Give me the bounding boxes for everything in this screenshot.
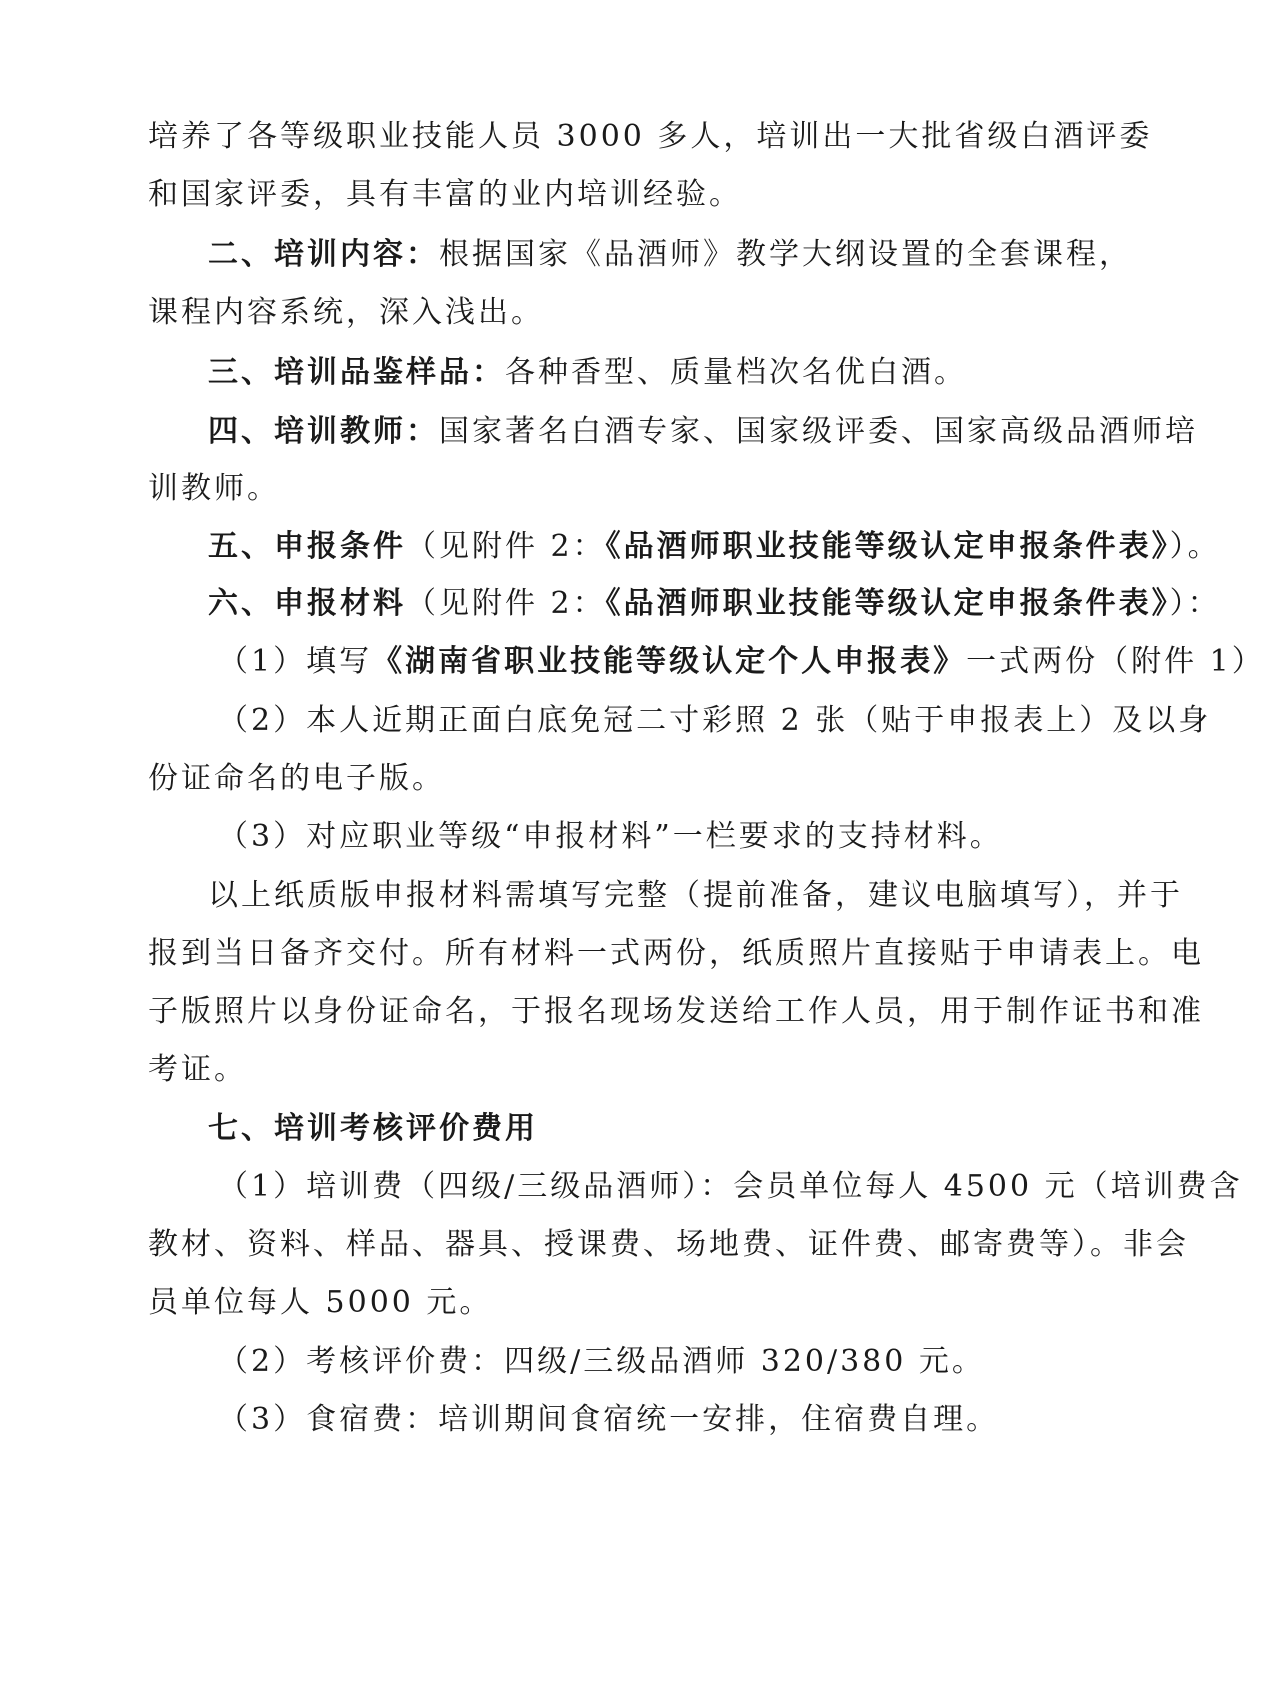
paragraph-line [148, 469, 1048, 509]
form-title: 《品酒师职业技能等级认定申报条件表》 [605, 586, 1170, 621]
line-text: 员单位每人 5000 元。 [148, 1285, 493, 1320]
form-title: 《湖南省职业技能等级认定个人申报表》 [372, 644, 967, 679]
paragraph-line [148, 117, 1153, 157]
line-text: 国家著名白酒专家、国家级评委、国家高级品酒师培 [439, 414, 1198, 449]
section-heading: 二、培训内容： [208, 237, 439, 272]
line-text: 训教师。 [148, 471, 280, 506]
list-item-line [218, 1342, 1050, 1382]
line-text: 子版照片以身份证命名，于报名现场发送给工作人员，用于制作证书和准 [148, 994, 1204, 1029]
section-heading: 六、申报材料 [208, 586, 406, 621]
list-item-line [218, 817, 1050, 857]
section-heading-line [208, 235, 1132, 275]
line-text: （见附件 2： [406, 586, 606, 621]
line-text: 考证。 [148, 1052, 247, 1087]
paragraph-line [148, 992, 1204, 1032]
paragraph-line [148, 1283, 1048, 1323]
section-heading: 七、培训考核评价费用 [208, 1111, 538, 1146]
line-text: 份证命名的电子版。 [148, 761, 445, 796]
paragraph-line [148, 934, 1204, 974]
line-text: （1）培训费（四级/三级品酒师）：会员单位每人 4500 元（培训费含 [218, 1169, 1243, 1204]
list-item-line [218, 642, 1265, 682]
line-text: （1）填写 [218, 644, 373, 679]
section-heading-line [208, 1109, 1050, 1149]
line-text: 和国家评委，具有丰富的业内培训经验。 [148, 177, 742, 212]
line-text: ）。 [1169, 529, 1221, 564]
paragraph-line [148, 1050, 1048, 1090]
line-text: 根据国家《品酒师》教学大纲设置的全套课程， [439, 237, 1132, 272]
section-heading-line [208, 584, 1221, 624]
line-text: 课程内容系统，深入浅出。 [148, 295, 544, 330]
paragraph-line [148, 293, 1048, 333]
line-text: （见附件 2： [406, 529, 606, 564]
line-text: 报到当日备齐交付。所有材料一式两份，纸质照片直接贴于申请表上。电 [148, 936, 1204, 971]
line-text: （2）考核评价费：四级/三级品酒师 320/380 元。 [218, 1344, 985, 1379]
list-item-line [218, 701, 1212, 741]
line-text: （3）对应职业等级“申报材料”一栏要求的支持材料。 [218, 819, 1003, 854]
line-text: 一式两份（附件 1） [966, 644, 1265, 679]
form-title: 《品酒师职业技能等级认定申报条件表》 [605, 529, 1170, 564]
line-text: ）： [1169, 586, 1221, 621]
paragraph-line [208, 876, 1183, 916]
section-heading-line [208, 412, 1198, 452]
section-heading: 五、申报条件 [208, 529, 406, 564]
line-text: 各种香型、质量档次名优白酒。 [505, 355, 967, 390]
paragraph-line [148, 1225, 1189, 1265]
section-heading: 三、培训品鉴样品： [208, 355, 505, 390]
paragraph-line [148, 175, 1048, 215]
section-heading-line [208, 353, 1050, 393]
line-text: 教材、资料、样品、器具、授课费、场地费、证件费、邮寄费等）。非会 [148, 1227, 1189, 1262]
line-text: （2）本人近期正面白底免冠二寸彩照 2 张（贴于申报表上）及以身 [218, 703, 1212, 738]
paragraph-line [148, 759, 1048, 799]
list-item-line [218, 1400, 1050, 1440]
line-text: 以上纸质版申报材料需填写完整（提前准备，建议电脑填写），并于 [208, 878, 1183, 913]
line-text: （3）食宿费：培训期间食宿统一安排，住宿费自理。 [218, 1402, 1000, 1437]
section-heading-line [208, 527, 1221, 567]
list-item-line [218, 1167, 1243, 1207]
section-heading: 四、培训教师： [208, 414, 439, 449]
line-text: 培养了各等级职业技能人员 3000 多人，培训出一大批省级白酒评委 [148, 119, 1153, 154]
